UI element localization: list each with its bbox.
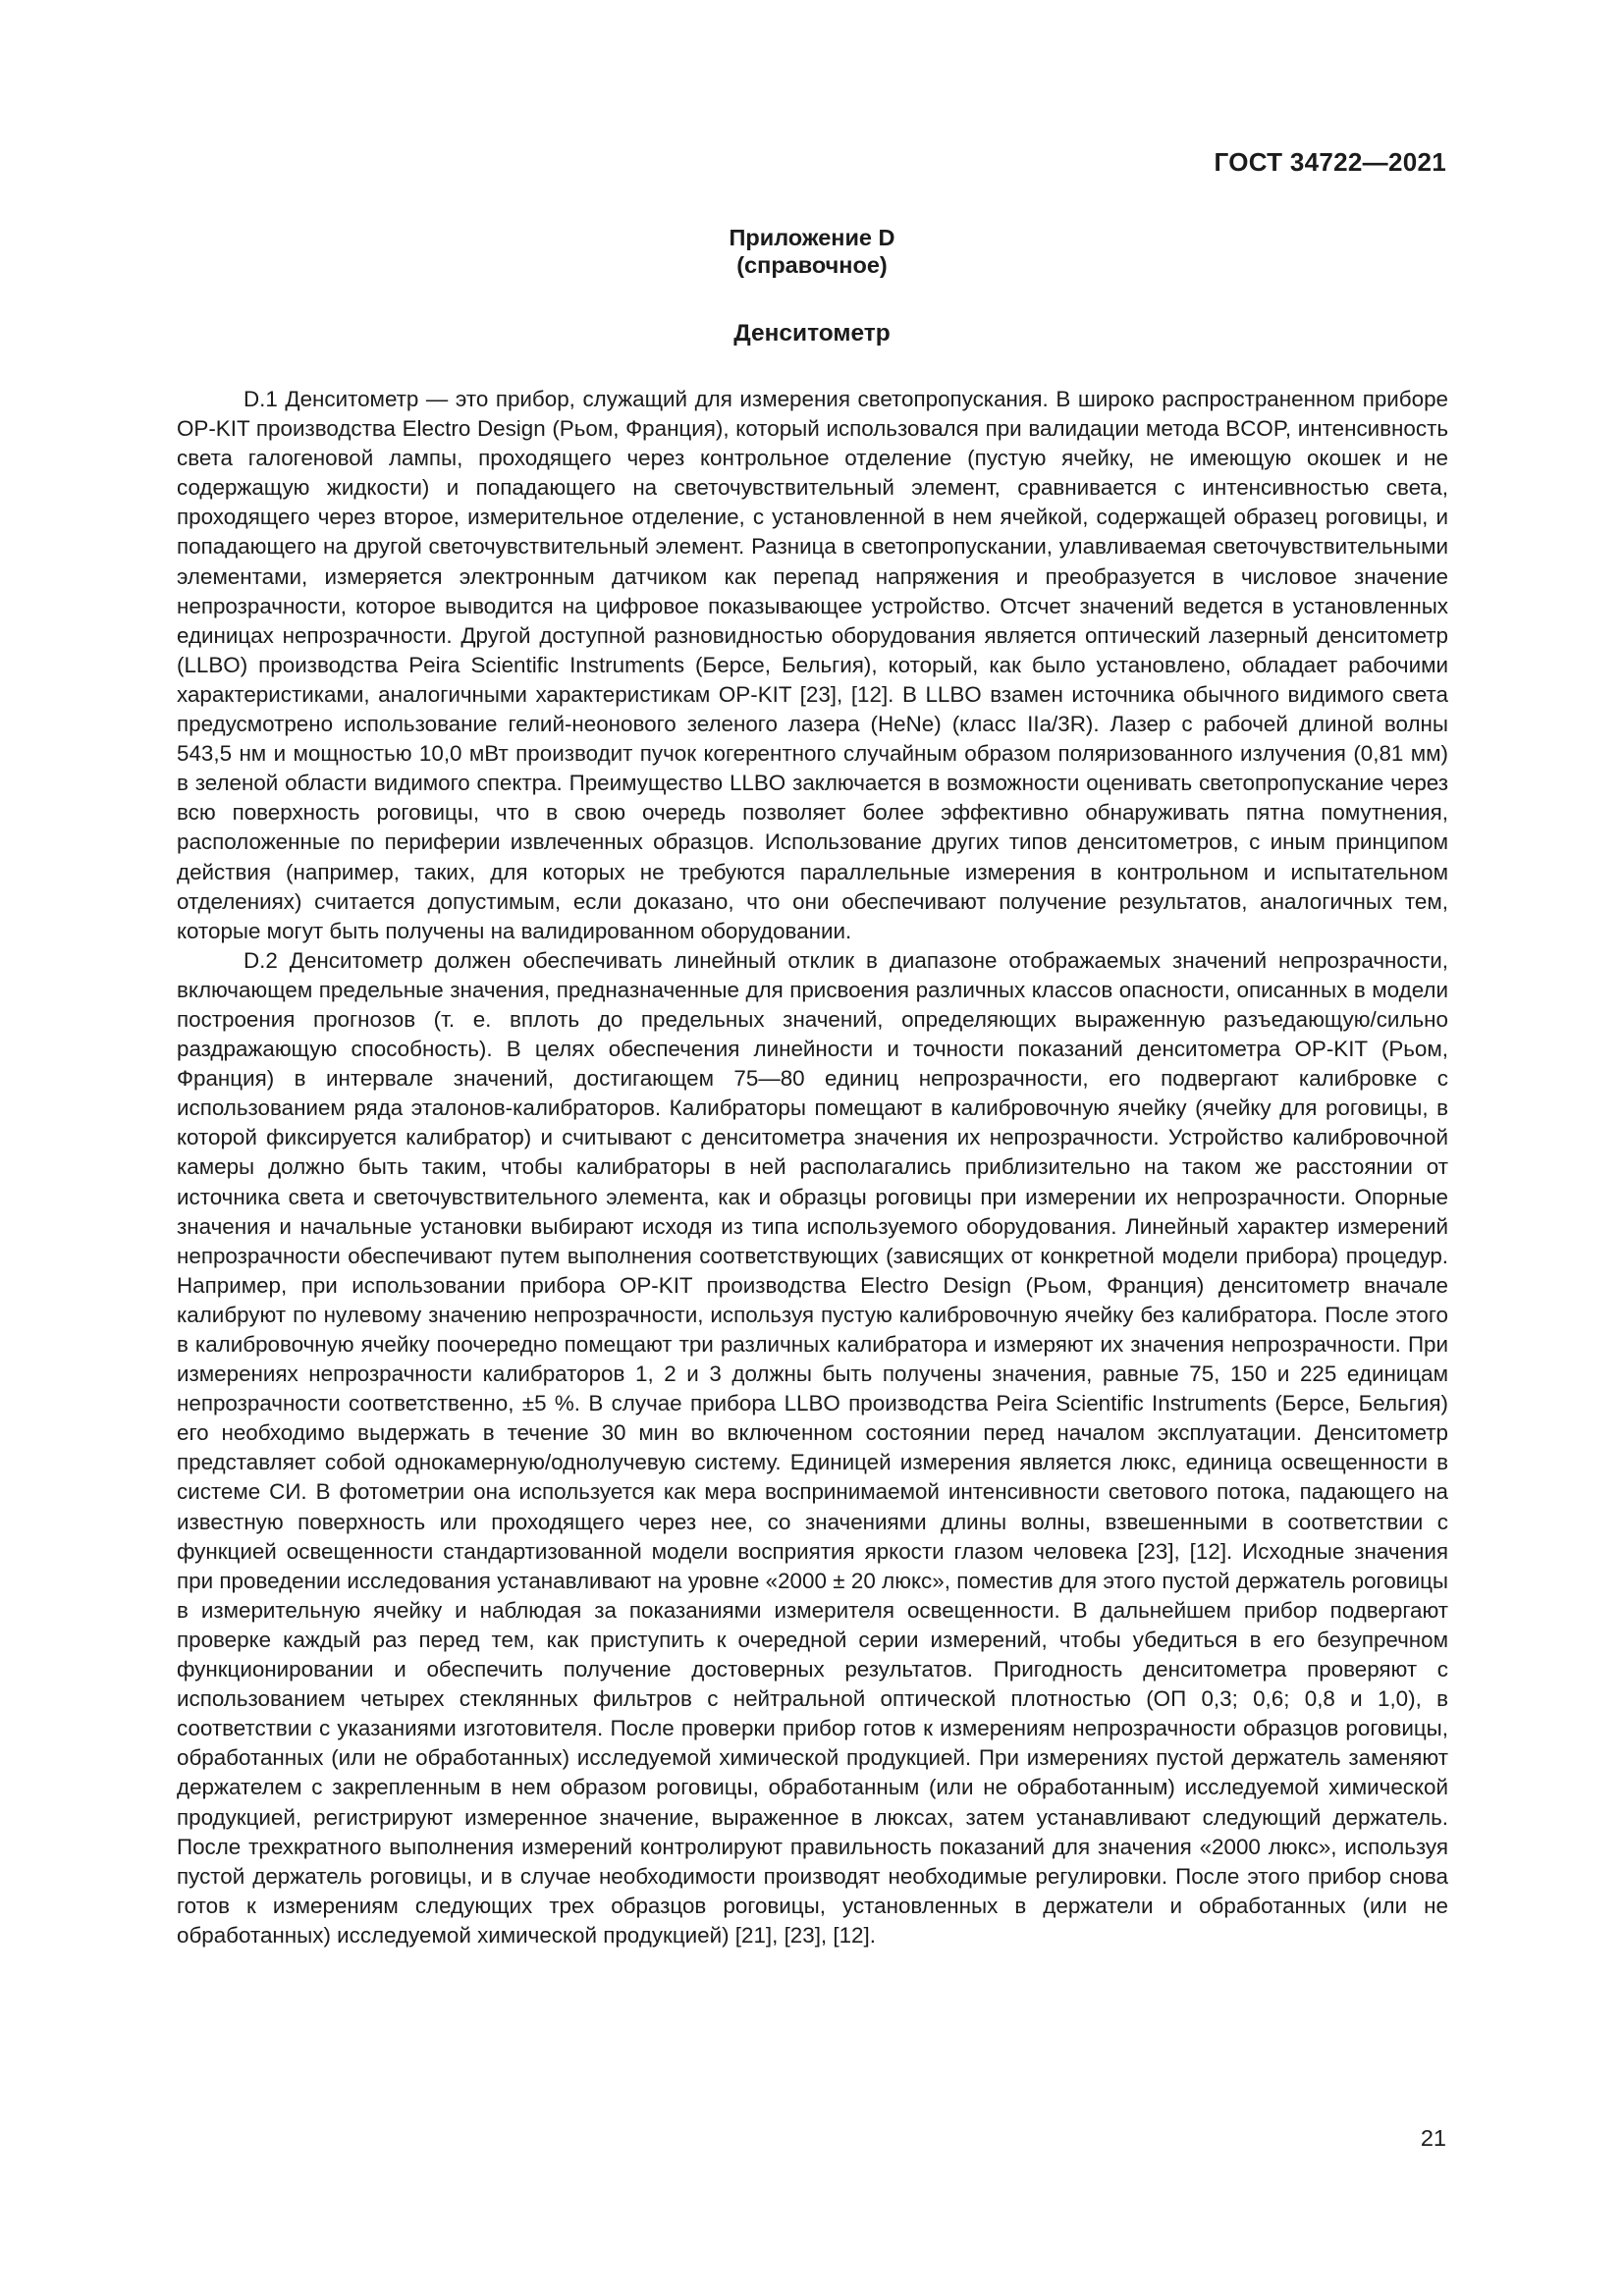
appendix-label: Приложение D — [729, 225, 895, 250]
paragraph-d2: D.2 Денситометр должен обеспечивать линейный отклик в диапазоне отображаемых значений непрозрачности, включающем предельные значения, предназначенные для присвоения различных классов опасности, описанных в модели построения прогнозов (т. е. вплоть до предельных значений, определяющих выраженную разъедающую/сильно раздражающую способность). В целях обеспечения линейности и точности показаний денситометра OP-KIT (Рьом, Франция) в интервале значений, достигающем 75—80 единиц непрозрачности, его подвергают калибровке с использованием ряда эталонов-калибраторов. Калибраторы помещают в калибровочную ячейку (ячейку для роговицы, в которой фиксируется калибратор) и считывают с денситометра значения их непрозрачности. Устройство калибровочной камеры должно быть таким, чтобы калибраторы в ней располагались приблизительно на таком же расстоянии от источника света и светочувствительного элемента, как и образцы роговицы при измерении их непрозрачности. Опорные значения и начальные установки выбирают исходя из типа используемого оборудования. Линейный характер измерений непрозрачности обеспечивают путем выполнения соответствующих (зависящих от конкретной модели прибора) процедур. Например, при использовании прибора OP-KIT производства Electro Design (Рьом, Франция) денситометр вначале калибруют по нулевому значению непрозрачности, используя пустую калибровочную ячейку без калибратора. После этого в калибровочную ячейку поочередно помещают три различных калибратора и измеряют их значения непрозрачности. При измерениях непрозрачности калибраторов 1, 2 и 3 должны быть получены значения, равные 75, 150 и 225 единицам непрозрачности соответственно, ±5 %. В случае прибора LLBO производства Peira Scientific Instruments (Берсе, Бельгия) его необходимо выдержать в течение 30 мин во включенном состоянии перед началом эксплуатации. Денситометр представляет собой однокамерную/однолучевую систему. Единицей измерения является люкс, единица освещенности в системе СИ. В фотометрии она используется как мера воспринимаемой интенсивности светового потока, падающего на известную поверхность или проходящего через нее, со значениями длины волны, взвешенными в соответствии с функцией освещенности стандартизованной модели восприятия яркости глазом человека [23], [12]. Исходные значения при проведении исследования устанавливают на уровне «2000 ± 20 люкс», поместив для этого пустой держатель роговицы в измерительную ячейку и наблюдая за показаниями измерителя освещенности. В дальнейшем прибор подвергают проверке каждый раз перед тем, как приступить к очередной серии измерений, чтобы убедиться в его безупречном функционировании и обеспечить получение достоверных результатов. Пригодность денситометра проверяют с использованием четырех стеклянных фильтров с нейтральной оптической плотностью (ОП 0,3; 0,6; 0,8 и 1,0), в соответствии с указаниями изготовителя. После проверки прибор готов к измерениям непрозрачности образцов роговицы, обработанных (или не обработанных) исследуемой химической продукцией. При измерениях пустой держатель заменяют держателем с закрепленным в нем образом роговицы, обработанным (или не обработанным) исследуемой химической продукцией, регистрируют измеренное значение, выраженное в люксах, затем устанавливают следующий держатель. После трехкратного выполнения измерений контролируют правильность показаний для значения «2000 люкс», используя пустой держатель роговицы, и в случае необходимости производят необходимые регулировки. После этого прибор снова готов к измерениям следующих трех образцов роговицы, установленных в держатели и обработанных (или не обработанных) исследуемой химической продукцией) [21], [23], [12]. — [177, 947, 1448, 1948]
section-title: Денситометр — [733, 320, 891, 347]
paragraph-d1: D.1 Денситометр — это прибор, служащий для измерения светопропускания. В широко распространенном приборе OP-KIT производства Electro Design (Рьом, Франция), который использовался при валидации метода BCOP, интенсивность света галогеновой лампы, проходящего через контрольное отделение (пустую ячейку, не имеющую окошек и не содержащую жидкости) и попадающего на светочувствительный элемент, сравнивается с интенсивностью света, проходящего через второе, измерительное отделение, с установленной в нем ячейкой, содержащей образец роговицы, и попадающего на другой светочувствительный элемент. Разница в светопропускании, улавливаемая светочувствительными элементами, измеряется электронным датчиком как перепад напряжения и преобразуется в числовое значение непрозрачности, которое выводится на цифровое показывающее устройство. Отсчет значений ведется в установленных единицах непрозрачности. Другой доступной разновидностью оборудования является оптический лазерный денситометр (LLBO) производства Peira Scientific Instruments (Берсе, Бельгия), который, как было установлено, обладает рабочими характеристиками, аналогичными характеристикам OP-KIT [23], [12]. В LLBO взамен источника обычного видимого света предусмотрено использование гелий-неонового зеленого лазера (HeNe) (класс IIa/3R). Лазер с рабочей длиной волны 543,5 нм и мощностью 10,0 мВт производит пучок когерентного случайным образом поляризованного излучения (0,81 мм) в зеленой области видимого спектра. Преимущество LLBO заключается в возможности оценивать светопропускание через всю поверхность роговицы, что в свою очередь позволяет более эффективно обнаруживать пятна помутнения, расположенные по периферии извлеченных образцов. Использование других типов денситометров, с иным принципом действия (например, таких, для которых не требуются параллельные измерения в контрольном и испытательном отделениях) считается допустимым, если доказано, что они обеспечивают получение результатов, аналогичных тем, которые могут быть получены на валидированном оборудовании. — [177, 387, 1448, 943]
appendix-heading — [0, 224, 1624, 279]
appendix-type: (справочное) — [736, 252, 888, 278]
page-number: 21 — [1420, 2125, 1446, 2151]
document-code: ГОСТ 34722—2021 — [1214, 147, 1446, 177]
body-text — [177, 385, 1448, 1950]
